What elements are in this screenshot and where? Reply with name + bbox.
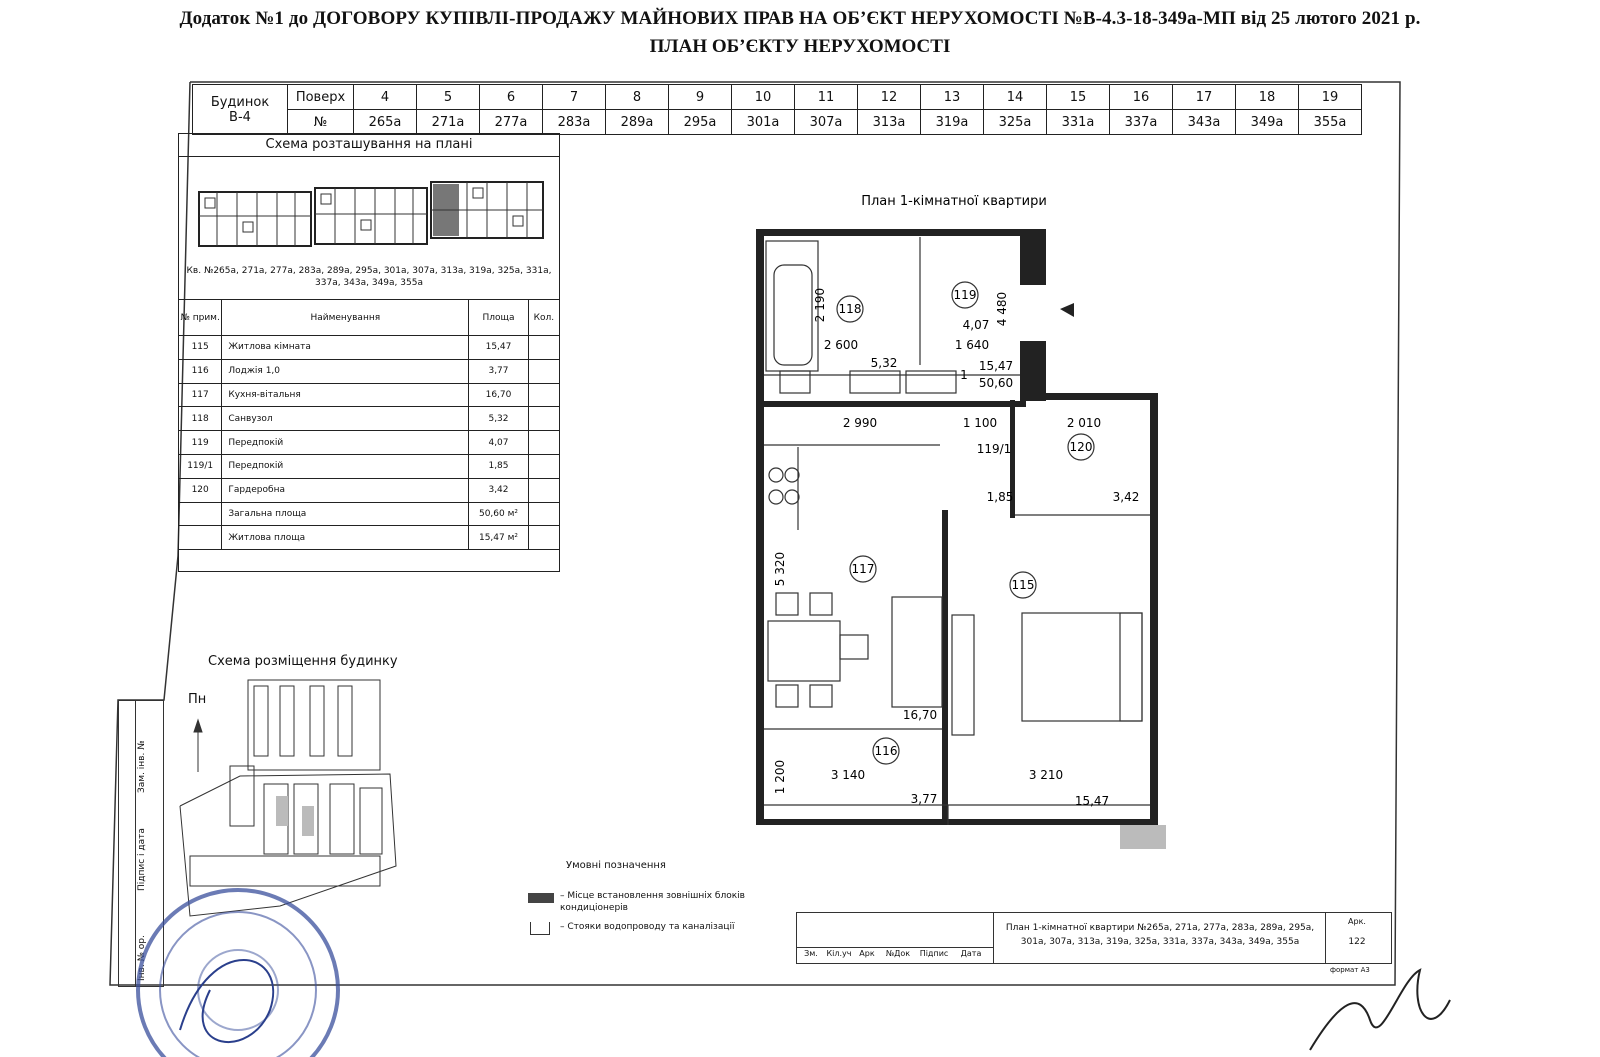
area-185: 1,85 [986,490,1014,504]
room-115-label: 115 [1011,578,1035,592]
floors-table [192,84,1362,135]
floor-label: Поверх [288,85,354,110]
dim-1200: 1 200 [773,759,787,795]
legend-item: – Стояки водопроводу та каналізації [560,922,735,932]
apartment-number-cell: 325а [984,110,1047,135]
north-label: Пн [188,692,207,707]
building-cell [193,85,288,135]
table-row [179,383,560,407]
room-num: 117 [179,383,222,407]
total-area-label: Загальна площа [222,502,469,526]
site-scheme-title: Схема розміщення будинку [208,654,398,669]
room-qty [528,431,559,455]
area-1670: 16,70 [902,708,938,722]
floor-cell: 17 [1173,85,1236,110]
room-name: Санвузол [222,407,469,431]
room-area: 1,85 [469,454,528,478]
apartment-number-cell: 343а [1173,110,1236,135]
dim-3210: 3 210 [1028,768,1064,782]
total-area-value: 50,60 м² [469,502,528,526]
sheet-label: Арк. [1348,917,1366,926]
apartment-number-cell: 355а [1299,110,1362,135]
living-area-plan: 15,47 [978,359,1014,373]
building-label: Будинок [210,94,270,110]
room-qty [528,359,559,383]
room-name: Передпокій [222,431,469,455]
floor-cell: 6 [480,85,543,110]
title-block-description: План 1-кімнатної квартири №265а, 271а, 277а, 283а, 289а, 295а, 301а, 307а, 313а, 319а, 325а, 331а, 337а, 343а, 349а, 355а [1005,923,1315,947]
room-area: 3,42 [469,478,528,502]
scheme-title: Схема розташування на плані [179,134,559,157]
floor-cell: 4 [354,85,417,110]
table-row [179,478,560,502]
area-header: Площа [469,300,528,336]
room-area: 5,32 [469,407,528,431]
total-area-plan: 50,60 [978,376,1014,390]
side-stamp-item: Підпис і дата [137,828,147,891]
name-header: Найменування [222,300,469,336]
area-407: 4,07 [962,318,990,332]
apartment-number-cell: 283а [543,110,606,135]
rooms-table [178,299,560,550]
apartment-number-cell: 271а [417,110,480,135]
floor-cell: 9 [669,85,732,110]
room-qty [528,336,559,360]
floor-cell: 8 [606,85,669,110]
area-377: 3,77 [910,792,938,806]
apartment-number-cell: 313а [858,110,921,135]
room-qty [528,454,559,478]
floor-cell: 13 [921,85,984,110]
table-row [179,336,560,360]
legend-title: Умовні позначення [566,860,666,871]
table-row [179,407,560,431]
dim-1100: 1 100 [962,416,998,430]
apartment-number-cell: 319а [921,110,984,135]
riser-legend-icon [530,922,550,935]
document-subheader: ПЛАН ОБ’ЄКТУ НЕРУХОМОСТІ [649,36,951,57]
room-num: 116 [179,359,222,383]
dim-2010: 2 010 [1066,416,1102,430]
title-block [796,912,1392,964]
room-name: Кухня-вітальня [222,383,469,407]
dim-3140: 3 140 [830,768,866,782]
apartment-number-cell: 277а [480,110,543,135]
apartment-number-cell: 301а [732,110,795,135]
floor-cell: 16 [1110,85,1173,110]
floor-cell: 12 [858,85,921,110]
floor-cell: 18 [1236,85,1299,110]
scheme-caption: Кв. №265а, 271а, 277а, 283а, 289а, 295а, 301а, 307а, 313а, 319а, 325а, 331а, 337а, 343а, 349а, 355а [186,266,552,288]
room-area: 16,70 [469,383,528,407]
apartment-number-cell: 265а [354,110,417,135]
table-row [179,526,560,550]
dim-2190: 2 190 [813,287,827,323]
apartment-plan [740,185,1180,855]
dim-5320: 5 320 [773,551,787,587]
living-area-value: 15,47 м² [469,526,528,550]
floor-cell: 15 [1047,85,1110,110]
room-117-label: 117 [851,562,875,576]
company-seal [120,870,350,1057]
sheet-number: 122 [1348,937,1366,947]
room-name: Лоджія 1,0 [222,359,469,383]
dim-1640: 1 640 [954,338,990,352]
num-header: № прим. [179,300,222,336]
table-row [179,359,560,383]
title-block-columns: Зм. Кіл.уч Арк №Док Підпис Дата [804,949,982,958]
room-name: Житлова кімната [222,336,469,360]
room-qty [528,407,559,431]
side-stamp-item: Інв. № ор. [137,935,147,981]
room-num: 119/1 [179,454,222,478]
floor-cell: 19 [1299,85,1362,110]
living-area-label: Житлова площа [222,526,469,550]
room-119-1-label: 119/1 [976,442,1012,456]
room-120-label: 120 [1069,440,1093,454]
room-count: 1 [960,368,968,382]
room-qty [528,383,559,407]
qty-header: Кол. [528,300,559,336]
room-num: 119 [179,431,222,455]
floor-cell: 10 [732,85,795,110]
room-num: 120 [179,478,222,502]
side-stamp-item: Зам. інв. № [137,740,147,793]
number-label: № [288,110,354,135]
floor-cell: 11 [795,85,858,110]
table-row [179,502,560,526]
dim-2600: 2 600 [823,338,859,352]
area-1547: 15,47 [1074,794,1110,808]
room-116-label: 116 [874,744,898,758]
format-label: формат А3 [1330,966,1370,974]
dim-4480: 4 480 [995,291,1009,327]
floor-cell: 5 [417,85,480,110]
apartment-number-cell: 307а [795,110,858,135]
signature [1300,960,1470,1057]
room-qty [528,478,559,502]
room-area: 4,07 [469,431,528,455]
room-num: 118 [179,407,222,431]
room-118-label: 118 [838,302,862,316]
room-name: Гардеробна [222,478,469,502]
table-row [179,454,560,478]
room-num: 115 [179,336,222,360]
plan-title: План 1-кімнатної квартири [861,194,1047,209]
document-header: Додаток №1 до ДОГОВОРУ КУПІВЛІ-ПРОДАЖУ МАЙНОВИХ ПРАВ НА ОБ’ЄКТ НЕРУХОМОСТІ №В-4.3-18-349а-МП від 25 лютого 2021 р. [179,8,1421,29]
floor-cell: 7 [543,85,606,110]
room-119-label: 119 [953,288,977,302]
apartment-number-cell: 289а [606,110,669,135]
floor-cell: 14 [984,85,1047,110]
apartment-number-cell: 331а [1047,110,1110,135]
area-532: 5,32 [870,356,898,370]
legend-item: – Місце встановлення зовнішніх блоків кондиціонерів [560,891,745,913]
apartment-number-cell: 349а [1236,110,1299,135]
building-value: В-4 [229,109,251,125]
ac-unit-legend-icon [528,893,554,903]
room-area: 3,77 [469,359,528,383]
apartment-number-cell: 337а [1110,110,1173,135]
floor-scheme-drawing [197,180,547,260]
table-row [179,431,560,455]
dim-2990: 2 990 [842,416,878,430]
room-area: 15,47 [469,336,528,360]
room-name: Передпокій [222,454,469,478]
apartment-number-cell: 295а [669,110,732,135]
area-342: 3,42 [1112,490,1140,504]
